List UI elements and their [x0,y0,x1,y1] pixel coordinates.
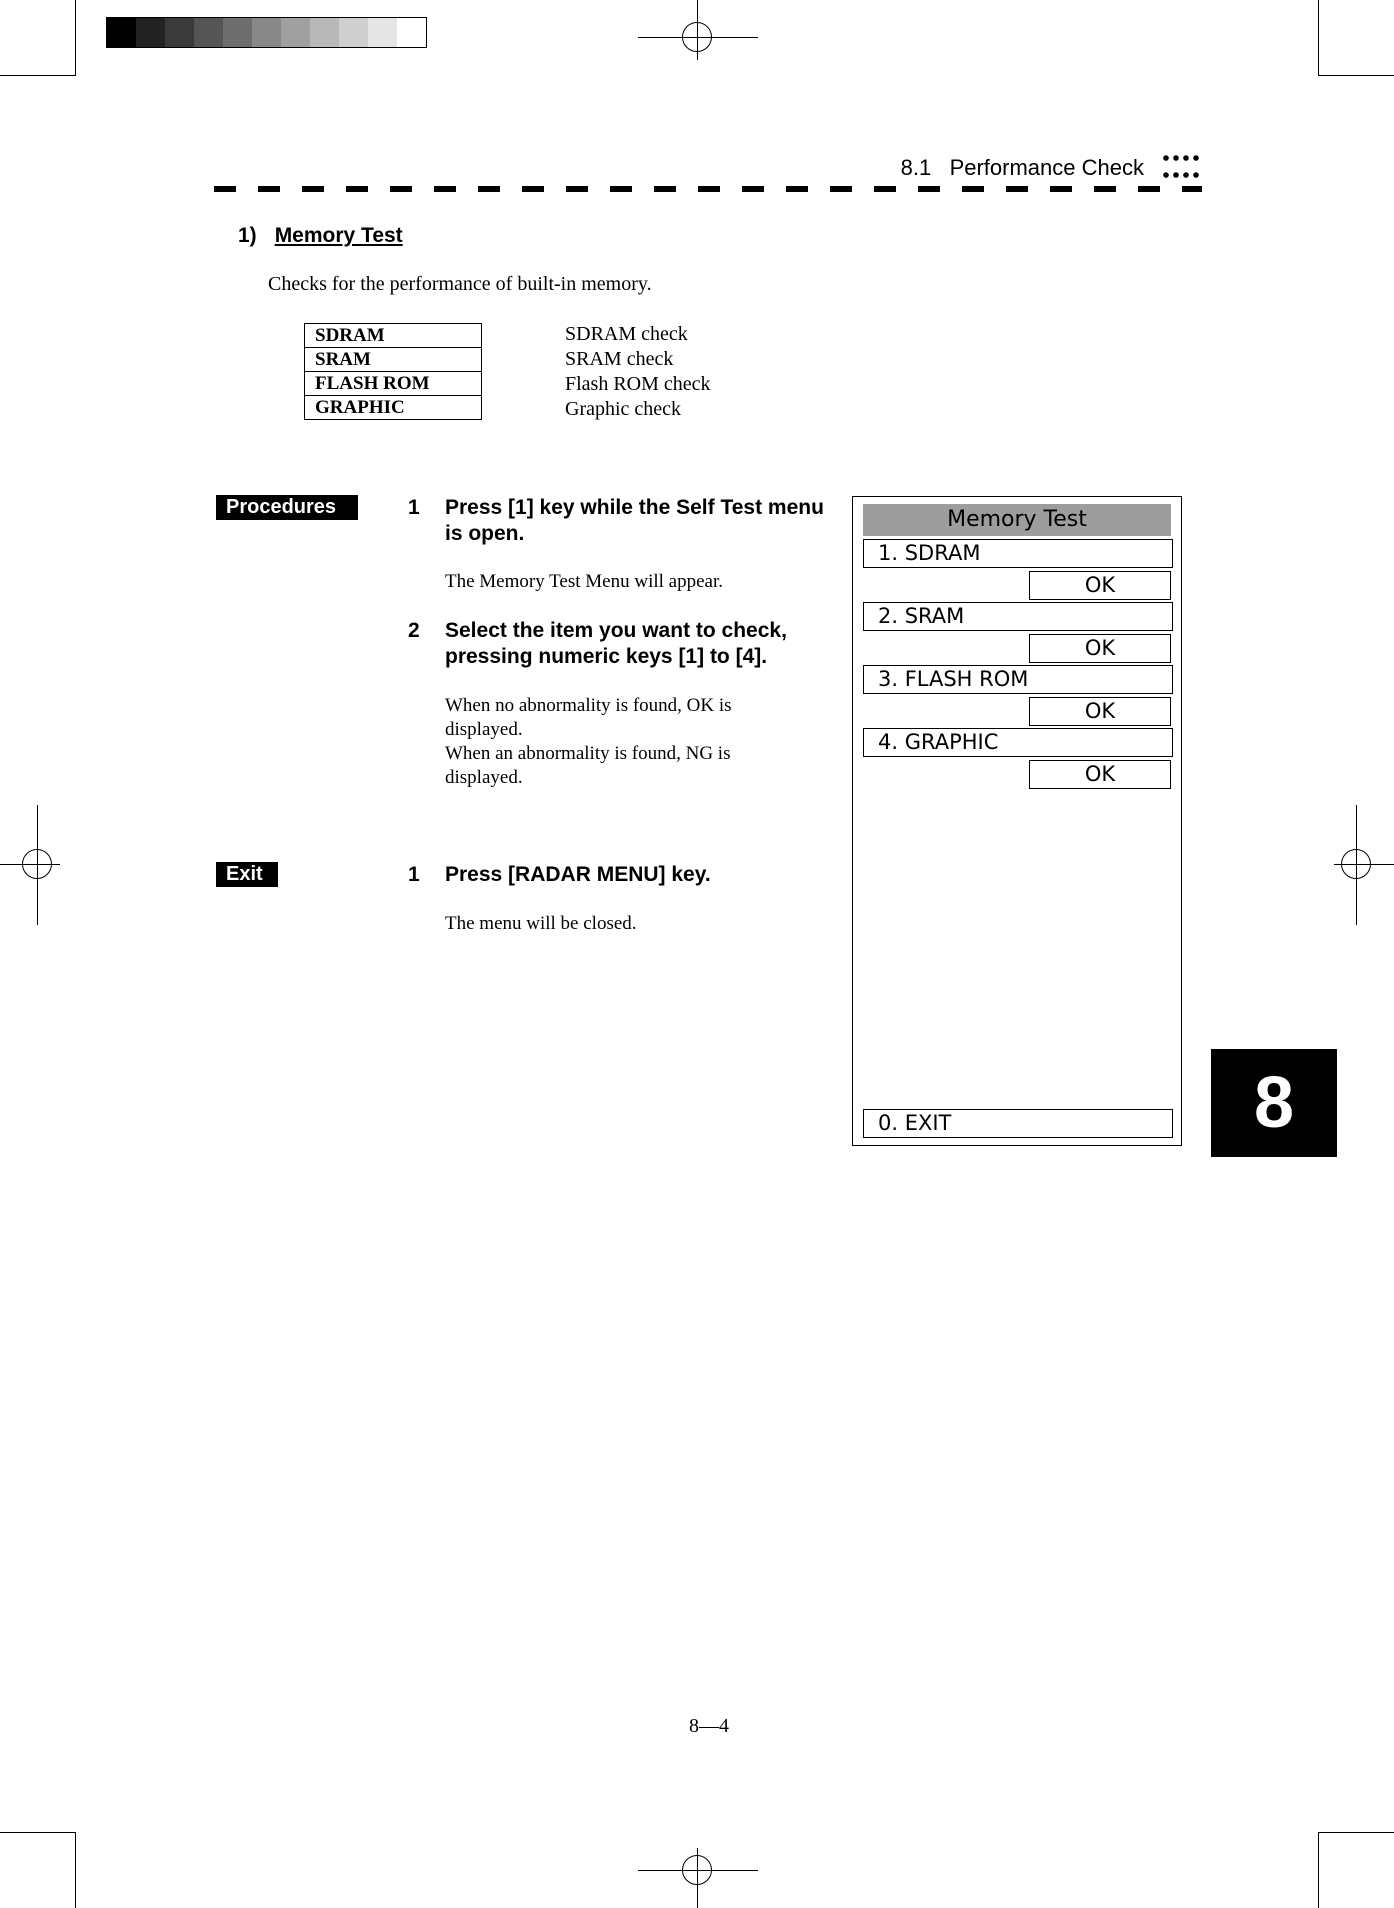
header-dots-icon [1163,154,1201,180]
list-item: Flash ROM check [565,373,711,395]
table-row [305,372,482,396]
step-note: When no abnormality is found, OK is displayed. When an abnormality is found, NG is displayed. [445,695,732,788]
menu-item-graphic[interactable]: 4. GRAPHIC [863,728,1173,757]
menu-item-flash-rom[interactable]: 3. FLASH ROM [863,665,1173,694]
screen-title: Memory Test [863,504,1171,536]
memory-items-table [304,323,482,420]
result-graphic: OK [1029,760,1171,789]
exit-label: Exit [216,862,278,887]
result-flash-rom: OK [1029,697,1171,726]
table-row [305,324,482,348]
result-sram: OK [1029,634,1171,663]
menu-item-exit[interactable]: 0. EXIT [863,1109,1173,1138]
table-cell: SRAM [305,348,482,372]
section-heading [238,224,403,248]
calibration-bar [106,17,427,48]
page-number: 8—4 [689,1715,729,1737]
step-instruction: Select the item you want to check, pressing numeric keys [1] to [4]. [445,619,787,668]
table-cell: GRAPHIC [305,396,482,420]
chapter-tab: 8 [1211,1049,1337,1157]
intro-text: Checks for the performance of built-in memory. [268,273,652,295]
header-dashed-rule [214,186,1202,192]
step-note: The menu will be closed. [445,913,637,934]
step-instruction: Press [RADAR MENU] key. [445,863,711,886]
step-number: 1 [408,863,420,886]
procedures-label: Procedures [216,495,358,520]
table-row [305,348,482,372]
step-number: 2 [408,619,420,642]
memory-descriptions [565,322,711,422]
table-cell: FLASH ROM [305,372,482,396]
section-number: 1) [238,224,257,247]
menu-item-sram[interactable]: 2. SRAM [863,602,1173,631]
section-title: Memory Test [274,224,403,247]
step-instruction: Press [1] key while the Self Test menu is open. [445,496,824,545]
list-item: SDRAM check [565,323,688,345]
result-sdram: OK [1029,571,1171,600]
memory-test-screen [852,496,1182,1146]
step-note: The Memory Test Menu will appear. [445,571,723,592]
table-row [305,396,482,420]
running-header: 8.1 Performance Check [900,155,1144,180]
step-number: 1 [408,496,420,519]
table-cell: SDRAM [305,324,482,348]
list-item: Graphic check [565,398,682,420]
list-item: SRAM check [565,348,674,370]
menu-item-sdram[interactable]: 1. SDRAM [863,539,1173,568]
